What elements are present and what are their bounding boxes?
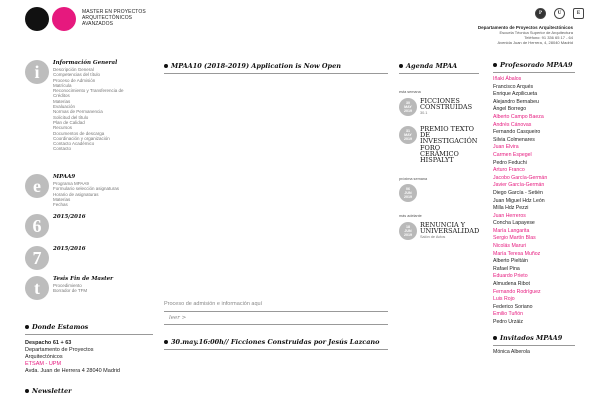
section-tesis (25, 276, 153, 306)
profesor-name[interactable]: Jacobo García-Germán (493, 174, 548, 181)
nav-link[interactable]: Recursos (53, 125, 73, 131)
profesor-name[interactable]: Eduardo Prieto (493, 273, 528, 280)
profesor-name[interactable]: Concha Lapayese (493, 220, 535, 227)
invitado-name[interactable]: Mónica Alberola (493, 348, 530, 355)
news-headline[interactable] (164, 62, 388, 70)
bullet-icon (164, 340, 168, 344)
profesor-name[interactable]: Almudena Ribot (493, 281, 530, 288)
bullet-icon (25, 325, 29, 329)
date-year: 2019 (404, 137, 412, 141)
event-date-circle (399, 222, 417, 240)
date-year: 2019 (404, 109, 412, 113)
headline-text: MPAA10 (2018-2019) Application is Now Open (171, 62, 341, 70)
event-date-circle (399, 126, 417, 144)
divider (164, 349, 388, 350)
profesor-name[interactable]: Juan Herreros (493, 212, 526, 219)
nav-link[interactable]: Materias (53, 98, 71, 104)
newsletter-heading[interactable] (25, 387, 153, 395)
agenda-heading (399, 62, 479, 70)
date-day: 18 (406, 225, 410, 229)
date-month: MAY (404, 105, 412, 109)
address-line: Arquitectónicos (25, 354, 63, 360)
bullet-icon (399, 64, 403, 68)
profesor-name[interactable]: Alberto Campo Baeza (493, 113, 544, 120)
event-title: FICCIONES CONSTRUIDAS (420, 97, 473, 112)
nav-link[interactable]: Documentos de descarga (53, 130, 105, 136)
six-circle-icon[interactable]: 6 (25, 214, 49, 238)
dept-line: Avenida Juan de Herrera, 4, 28040 Madrid (497, 40, 573, 45)
profesor-name[interactable]: Emilio Tuñón (493, 311, 523, 318)
profesorado-column (493, 61, 575, 356)
bullet-icon (493, 336, 497, 340)
headline-text: 30.may.16:00h// Ficciones Construidas por Jesús Lazcano (171, 338, 380, 346)
section-title[interactable]: Información General (53, 60, 118, 66)
news-main (164, 62, 388, 74)
site-brand[interactable] (82, 9, 146, 27)
nav-link[interactable]: Contacto Académico (53, 141, 95, 147)
donde-estamos-block (25, 323, 153, 395)
profesor-name[interactable]: Pedro Feduchi (493, 159, 527, 166)
profesor-name[interactable]: Alberto Pieltáin (493, 258, 528, 265)
profesor-name[interactable]: Milla Hdz Pezzi (493, 205, 529, 212)
bullet-icon (164, 64, 168, 68)
profesor-name[interactable]: Rafael Pina (493, 265, 520, 272)
dept-title: Departamento de Proyectos Arquitectónicos (477, 25, 573, 30)
bullet-icon (25, 389, 29, 393)
logo-pink-circle[interactable] (52, 7, 76, 31)
profesorado-title: Profesorado MPAA9 (500, 61, 573, 69)
event-title: RENUNCIA Y UNIVERSALIDAD (420, 221, 480, 236)
nav-link[interactable]: Programa MPAA9 (53, 181, 89, 186)
event-date-circle (399, 184, 417, 202)
profesor-name[interactable]: Nicolás Maruri (493, 243, 527, 250)
agenda-event[interactable] (399, 98, 479, 123)
date-month: JUN (404, 229, 412, 233)
event-date-circle (399, 98, 417, 116)
nav-link[interactable]: Proceso de Admisión (53, 77, 96, 83)
nav-link[interactable]: Créditos (53, 93, 70, 99)
nav-link[interactable]: Plan de Calidad (53, 119, 85, 125)
section-title[interactable]: 2015/2016 (53, 246, 86, 252)
nav-link[interactable]: Fechas (53, 202, 68, 208)
profesor-name[interactable]: María Langarita (493, 227, 530, 234)
school-emblem-icon[interactable]: U (554, 8, 565, 19)
profesor-name[interactable]: Francisco Arqués (493, 83, 534, 90)
agenda-event[interactable] (399, 126, 479, 168)
date-day: 06 (406, 187, 410, 191)
profesor-name[interactable]: Arturo Franco (493, 167, 525, 174)
profesor-name[interactable]: Sergio Martín Blas (493, 235, 536, 242)
divider (25, 334, 153, 335)
nav-link[interactable]: Normas de Permanencia (53, 109, 103, 115)
profesor-name[interactable]: Juan Miguel Hdz León (493, 197, 545, 204)
agenda-label: esta semana (399, 90, 421, 94)
brand-line: MASTER EN PROYECTOS (82, 9, 146, 15)
event-subtitle: 30.1 (420, 111, 428, 116)
agenda-label: próxima semana (399, 177, 428, 181)
date-day: 31 (406, 129, 410, 133)
date-month: MAY (404, 133, 412, 137)
left-nav (25, 60, 153, 306)
institution-emblems (535, 8, 584, 19)
profesor-name[interactable]: Fernando Rodríguez (493, 288, 541, 295)
dpa-emblem-icon[interactable]: P (535, 8, 546, 19)
date-year: 2019 (404, 233, 412, 237)
profesor-list (493, 76, 575, 327)
etsam-link[interactable]: ETSAM - UPM (25, 361, 62, 367)
agenda-column (399, 62, 479, 240)
section-mpaa9 (25, 174, 153, 214)
agenda-event[interactable] (399, 184, 479, 206)
brand-line: ARQUITECTÓNICOS (82, 15, 133, 21)
profesor-name[interactable]: Diego García - Setién (493, 189, 543, 196)
invitados-title: Invitados MPAA9 (500, 333, 563, 342)
section-title[interactable]: Tesis Fin de Master (53, 276, 114, 282)
logo-black-circle[interactable] (25, 7, 49, 31)
section-year-7 (25, 246, 153, 276)
dept-line: Escuela Técnica Superior de Arquitectura (499, 30, 573, 35)
nav-link[interactable]: Coordinación y organización (53, 135, 110, 141)
info-circle-icon[interactable]: i (25, 60, 49, 84)
news-excerpt-text: Proceso de admisión e información aquí (164, 301, 263, 307)
agenda-title: Agenda MPAA (406, 62, 458, 70)
donde-title: Donde Estamos (32, 323, 89, 331)
nav-link[interactable]: Competencias del título (53, 72, 101, 78)
address-line: Departamento de Proyectos (25, 347, 94, 353)
section-title[interactable]: 2015/2016 (53, 214, 86, 220)
profesorado-heading (493, 61, 575, 69)
divider (164, 324, 388, 325)
address-line: Avda. Juan de Herrera 4 28040 Madrid (25, 368, 120, 374)
date-month: JUN (404, 191, 412, 195)
e-circle-icon[interactable]: e (25, 174, 49, 198)
profesor-name[interactable]: Pedro Urzáiz (493, 319, 523, 325)
date-year: 2019 (404, 195, 412, 199)
donde-heading (25, 323, 153, 331)
dept-line: Teléfono: 91 336 65 17 - 64 (524, 35, 573, 40)
news-excerpt (164, 301, 388, 325)
profesor-name[interactable]: Enrique Azpilicueta (493, 91, 538, 98)
profesor-name[interactable]: Fernando Casqueiro (493, 129, 541, 136)
date-day: 30 (406, 101, 410, 105)
event-title: PREMIO TEXTO DE INVESTIGACIÓN FORO CERÁMICO HISPALYT (420, 125, 478, 165)
nav-link[interactable]: Solicitud del título (53, 114, 89, 120)
agenda-label: más adelante (399, 214, 422, 218)
profesor-name[interactable]: Andrés Cánovas (493, 121, 532, 128)
profesor-name[interactable]: María Teresa Muñoz (493, 250, 541, 257)
invitados-heading (493, 334, 575, 342)
read-more-link[interactable]: leer > (169, 315, 187, 321)
profesor-name[interactable]: Ángel Borrego (493, 106, 527, 113)
seven-circle-icon[interactable]: 7 (25, 246, 49, 270)
nav-link[interactable]: Matrícula (53, 82, 72, 88)
divider (164, 73, 388, 74)
divider (164, 311, 388, 312)
news-event (164, 338, 388, 350)
profesor-name[interactable]: Luis Rojo (493, 296, 515, 303)
nav-link[interactable]: Horario de asignaturas (53, 191, 99, 197)
profesor-name[interactable]: Iñaki Ábalos (493, 76, 522, 82)
nav-link[interactable]: Descripción General (53, 67, 94, 72)
divider (493, 345, 575, 346)
nav-link[interactable]: Borrador de TFM (53, 288, 88, 294)
nav-link[interactable]: Contacto (53, 146, 72, 152)
nav-link[interactable]: Materias (53, 196, 71, 202)
profesor-name[interactable]: Carmen Espegel (493, 151, 532, 158)
section-year-6 (25, 214, 153, 246)
profesor-name[interactable]: Juan Elvira (493, 144, 519, 151)
nav-link[interactable]: Evaluación (53, 104, 76, 110)
divider (493, 72, 575, 73)
department-address (478, 25, 573, 45)
nav-link[interactable]: Reconocimiento y Transferencia de (53, 88, 124, 94)
section-info-general (25, 60, 153, 174)
agenda-event[interactable] (399, 222, 479, 240)
newsletter-title: Newsletter (32, 387, 72, 395)
university-shield-icon[interactable]: E (573, 8, 584, 19)
event-subtitle: Salón de Actos (420, 235, 446, 240)
office-number: Despacho 61 + 63 (25, 340, 72, 346)
nav-link[interactable]: Procedimiento (53, 283, 82, 288)
divider (399, 73, 479, 74)
profesor-name[interactable]: Federico Soriano (493, 303, 533, 310)
brand-line: AVANZADOS (82, 21, 113, 27)
profesor-name[interactable]: Alejandro Bernabeu (493, 98, 539, 105)
event-headline[interactable] (164, 338, 388, 346)
nav-link[interactable]: Formulario selección asignaturas (53, 186, 120, 192)
section-title[interactable]: MPAA9 (53, 174, 76, 180)
profesor-name[interactable]: Javier García-Germán (493, 182, 545, 189)
t-circle-icon[interactable]: t (25, 276, 49, 300)
bullet-icon (493, 63, 497, 67)
profesor-name[interactable]: Silvia Colmenares (493, 136, 535, 143)
